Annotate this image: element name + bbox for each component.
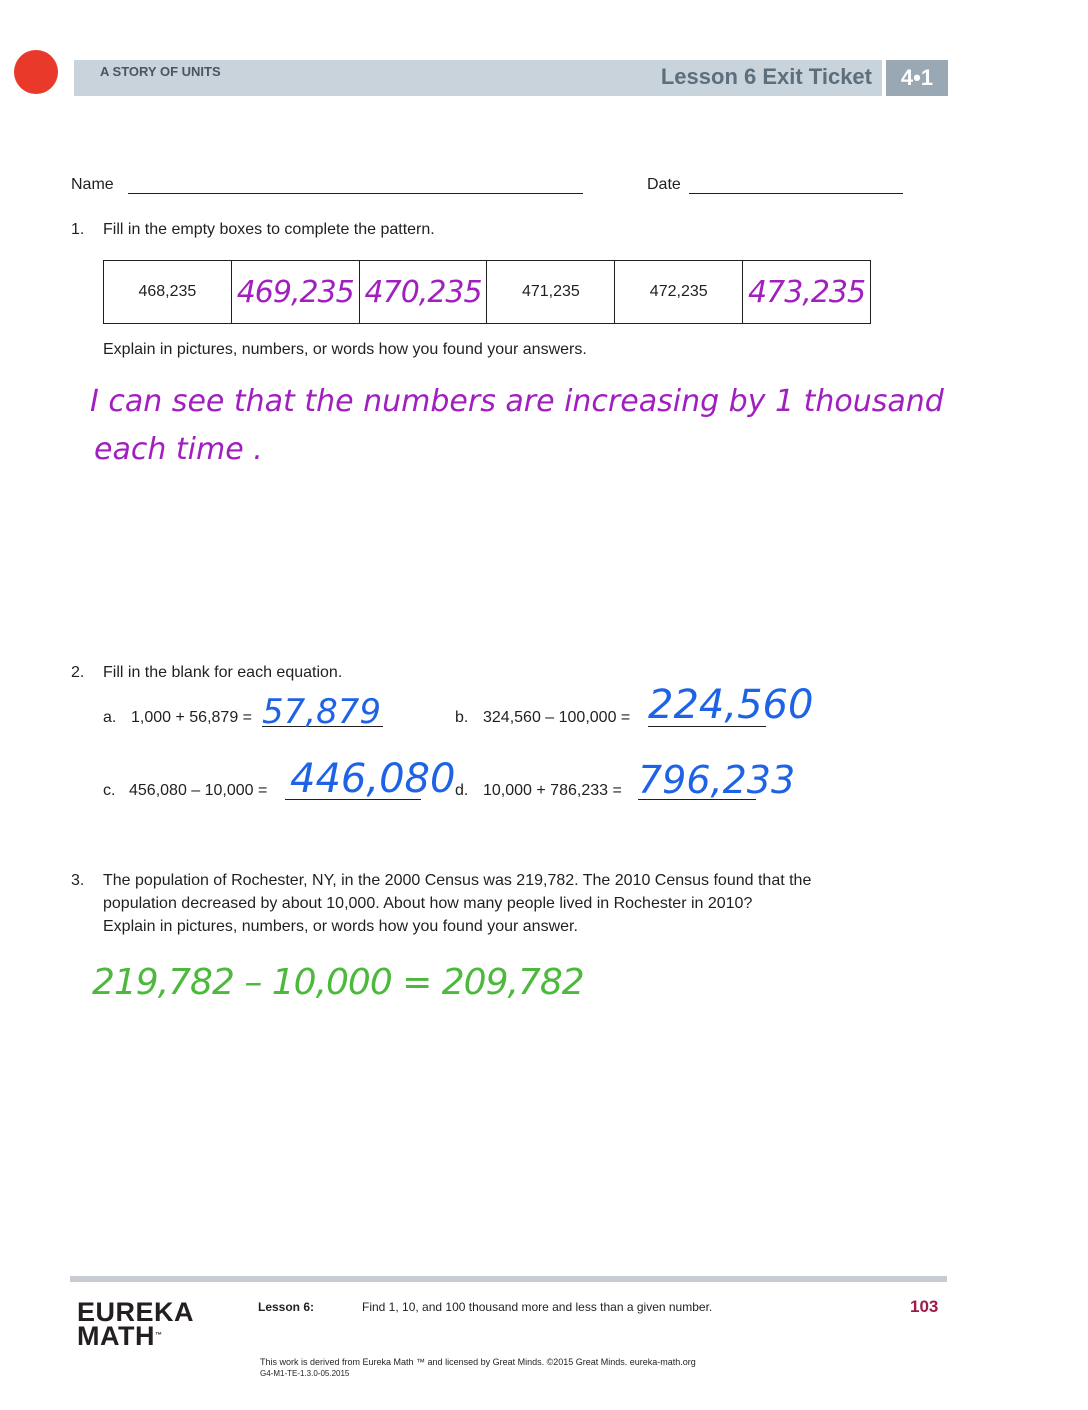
document-code: G4-M1-TE-1.3.0-05.2015 (260, 1369, 350, 1378)
logo-line-2: MATH™ (77, 1321, 163, 1351)
q1-prompt: Fill in the empty boxes to complete the pattern. (103, 221, 435, 238)
q2-prompt: Fill in the blank for each equation. (103, 664, 343, 681)
q2b-handwritten-answer: 224,560 (648, 682, 814, 728)
q3-prompt-line1: The population of Rochester, NY, in the 2000 Census was 219,782. The 2010 Census found that the (103, 872, 812, 889)
q2c-handwritten-answer: 446,080 (290, 756, 456, 802)
q2d-handwritten-answer: 796,233 (638, 758, 796, 802)
pattern-handwritten-answer: 469,235 (236, 274, 354, 310)
q2a-expression: 1,000 + 56,879 = (131, 709, 252, 726)
page-number: 103 (910, 1297, 939, 1316)
name-label: Name (71, 176, 114, 193)
q1-handwritten-explanation-line2: each time . (94, 432, 263, 467)
pattern-cell-1[interactable] (104, 261, 232, 323)
eureka-math-logo (77, 1297, 195, 1351)
q2a-letter: a. (103, 709, 117, 726)
q3-number: 3. (71, 872, 85, 889)
pattern-table (103, 260, 871, 324)
logo-line-1: EUREKA (77, 1297, 195, 1327)
footer-rule (70, 1276, 947, 1282)
pattern-cell-2[interactable] (232, 261, 360, 323)
q2b-letter: b. (455, 709, 469, 726)
q2b-expression: 324,560 – 100,000 = (483, 709, 631, 726)
q2c-expression: 456,080 – 10,000 = (129, 782, 268, 799)
q3-prompt-line2: population decreased by about 10,000. About how many people lived in Rochester in 2010? (103, 895, 753, 912)
footer-lesson-description: Find 1, 10, and 100 thousand more and less than a given number. (362, 1300, 713, 1314)
grade-module-badge: 4•1 (886, 60, 948, 96)
pattern-printed-value: 468,235 (138, 283, 197, 300)
q2-number: 2. (71, 664, 85, 681)
date-label: Date (647, 176, 681, 193)
q2d-letter: d. (455, 782, 469, 799)
pattern-printed-value: 472,235 (649, 283, 708, 300)
page-title: Lesson 6 Exit Ticket (660, 64, 872, 89)
pattern-cell-5[interactable] (615, 261, 743, 323)
series-title: A STORY OF UNITS (100, 64, 221, 79)
brand-dot (14, 50, 58, 94)
q3-handwritten-answer: 219,782 – 10,000 = 209,782 (92, 962, 584, 1003)
q2d-expression: 10,000 + 786,233 = (483, 782, 622, 799)
pattern-cell-4[interactable] (487, 261, 615, 323)
q1-handwritten-explanation-line1: I can see that the numbers are increasing by 1 thousand (90, 384, 944, 419)
license-text: This work is derived from Eureka Math ™ and licensed by Great Minds. ©2015 Great Minds. eureka-math.org (260, 1357, 696, 1367)
q2c-letter: c. (103, 782, 116, 799)
date-field[interactable] (689, 193, 903, 194)
pattern-handwritten-answer: 470,235 (364, 274, 482, 310)
pattern-cell-6[interactable] (743, 261, 870, 323)
footer-lesson-label: Lesson 6: (258, 1300, 315, 1314)
q2a-handwritten-answer: 57,879 (262, 692, 381, 732)
name-field[interactable] (128, 193, 583, 194)
pattern-printed-value: 471,235 (521, 283, 580, 300)
pattern-handwritten-answer: 473,235 (748, 274, 866, 310)
q1-explain-prompt: Explain in pictures, numbers, or words how you found your answers. (103, 341, 587, 358)
q3-prompt-line3: Explain in pictures, numbers, or words how you found your answer. (103, 918, 578, 935)
pattern-cell-3[interactable] (360, 261, 488, 323)
q1-number: 1. (71, 221, 85, 238)
